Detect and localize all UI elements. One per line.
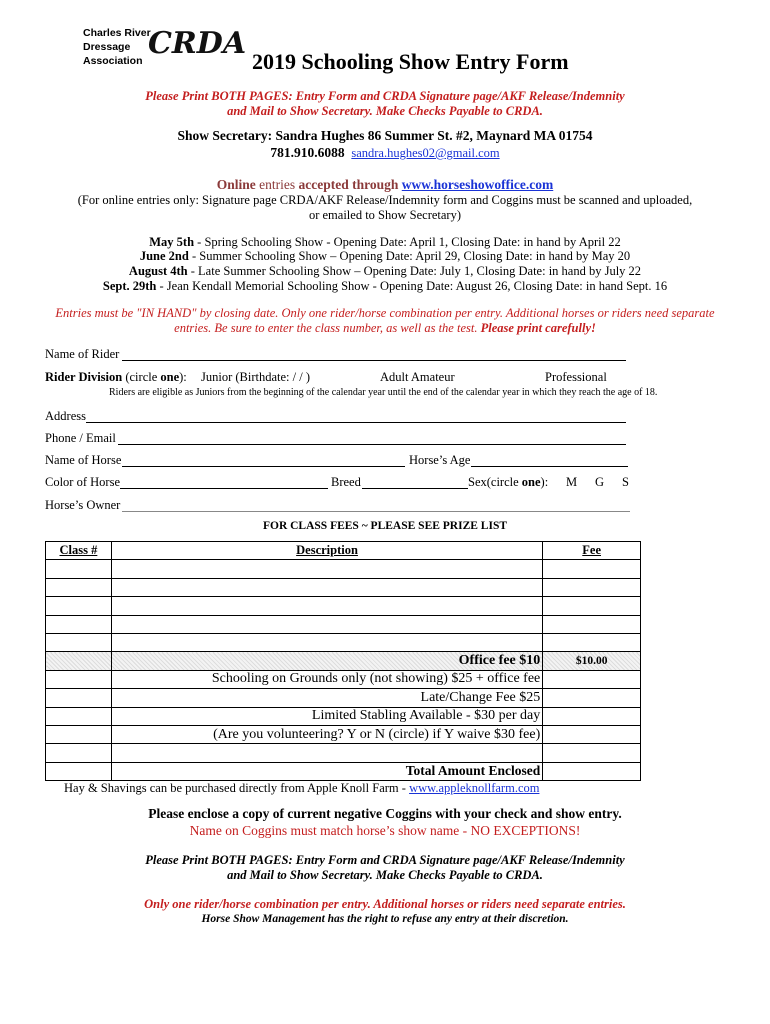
class-cell[interactable] <box>46 670 112 688</box>
table-header-row <box>46 542 641 560</box>
logo-line-3: Association <box>83 55 143 67</box>
page-title: 2019 Schooling Show Entry Form <box>252 49 569 74</box>
class-cell <box>46 652 112 670</box>
horse-owner-field[interactable] <box>122 497 630 512</box>
show-schedule-2 <box>0 249 770 264</box>
class-cell[interactable] <box>46 744 112 762</box>
description-cell[interactable] <box>111 615 542 633</box>
hay-shavings-note <box>64 781 539 796</box>
show-schedule-4 <box>0 279 770 294</box>
class-cell[interactable] <box>46 633 112 651</box>
appleknoll-link[interactable]: www.appleknollfarm.com <box>409 781 540 795</box>
sex-option-m[interactable]: M <box>566 475 578 489</box>
fee-cell[interactable] <box>543 633 641 651</box>
sex-label-row <box>468 475 548 490</box>
hay-text: Hay & Shavings can be purchased directly from Apple Knoll Farm - <box>64 781 410 795</box>
class-fees-header: FOR CLASS FEES ~ PLEASE SEE PRIZE LIST <box>262 520 508 532</box>
class-cell[interactable] <box>46 597 112 615</box>
instructions-top-line2: and Mail to Show Secretary. Make Checks Payable to CRDA. <box>227 104 543 118</box>
show-date: June 2nd <box>139 249 189 263</box>
crda-logo-letters: CRDA <box>148 26 247 61</box>
volunteer-row[interactable] <box>46 725 641 743</box>
class-cell[interactable] <box>46 578 112 596</box>
fee-cell[interactable] <box>543 670 641 688</box>
horse-age-label: Horse’s Age <box>409 453 471 467</box>
fee-cell[interactable] <box>543 597 641 615</box>
fee-cell[interactable] <box>543 744 641 762</box>
show-secretary: Show Secretary: Sandra Hughes 86 Summer St. #2, Maynard MA 01754 <box>177 128 593 143</box>
show-schedule-1 <box>0 235 770 250</box>
total-amount-cell[interactable] <box>543 762 641 780</box>
circle-one-text: one <box>160 370 180 384</box>
rider-division-label: Rider Division <box>45 370 123 384</box>
col-description: Description <box>111 542 542 560</box>
class-fee-table <box>45 541 641 781</box>
description-cell[interactable] <box>111 597 542 615</box>
coggins-line2: Name on Coggins must match horse’s show name - NO EXCEPTIONS! <box>189 823 581 838</box>
table-row[interactable] <box>46 615 641 633</box>
horse-name-label: Name of Horse <box>45 453 122 467</box>
online-note-line2: or emailed to Show Secretary) <box>308 208 462 222</box>
schooling-label: Schooling on Grounds only (not showing) $25 + office fee <box>111 670 542 688</box>
total-label: Total Amount Enclosed <box>111 762 542 780</box>
show-date: Sept. 29th <box>102 279 157 293</box>
entries-note-text: entries. Be sure to enter the class number, as well as the test. <box>174 321 481 335</box>
fee-cell[interactable] <box>543 578 641 596</box>
fee-cell[interactable] <box>543 707 641 725</box>
stabling-row[interactable] <box>46 707 641 725</box>
fee-cell[interactable] <box>543 725 641 743</box>
horse-age-field[interactable] <box>471 452 628 467</box>
horse-name-field[interactable] <box>122 452 405 467</box>
entries-note-line2 <box>0 321 770 336</box>
final-note-line2: Horse Show Management has the right to refuse any entry at their discretion. <box>201 913 569 925</box>
final-note-line1: Only one rider/horse combination per entry. Additional horses or riders need separate entries. <box>144 897 626 911</box>
horseshowoffice-link[interactable]: www.horseshowoffice.com <box>401 177 554 192</box>
breed-label: Breed <box>331 475 361 489</box>
address-field[interactable] <box>86 408 626 423</box>
accepted-through: accepted through <box>298 177 399 192</box>
description-cell[interactable] <box>111 633 542 651</box>
breed-field[interactable] <box>362 474 468 489</box>
division-junior[interactable]: Junior (Birthdate: / / ) <box>201 370 311 384</box>
table-row[interactable] <box>46 744 641 762</box>
class-cell[interactable] <box>46 560 112 578</box>
show-date: August 4th <box>128 264 188 278</box>
sex-close: ): <box>540 475 549 489</box>
division-professional[interactable]: Professional <box>545 370 607 384</box>
total-row[interactable] <box>46 762 641 780</box>
horse-color-field[interactable] <box>120 474 328 489</box>
sex-option-g[interactable]: G <box>595 475 605 489</box>
office-fee-amount: $10.00 <box>543 652 641 670</box>
class-cell[interactable] <box>46 689 112 707</box>
class-cell <box>46 762 112 780</box>
horse-owner-label: Horse’s Owner <box>45 498 121 512</box>
crda-logo-mark <box>146 20 247 62</box>
table-row[interactable] <box>46 578 641 596</box>
late-fee-row[interactable] <box>46 689 641 707</box>
office-fee-label: Office fee $10 <box>111 652 542 670</box>
circle-text: (circle <box>122 370 161 384</box>
phone-email-label: Phone / Email <box>45 431 116 445</box>
instructions-bottom-line1: Please Print BOTH PAGES: Entry Form and CRDA Signature page/AKF Release/Indemnity <box>145 853 625 867</box>
class-cell[interactable] <box>46 707 112 725</box>
online-entries <box>0 177 770 193</box>
logo-line-2: Dressage <box>83 41 131 53</box>
show-details: - Late Summer Schooling Show – Opening Date: July 1, Closing Date: in hand by July 22 <box>187 264 642 278</box>
online-word: Online <box>216 177 256 192</box>
sex-option-s[interactable]: S <box>622 475 629 489</box>
print-carefully: Please print carefully! <box>480 321 596 335</box>
secretary-contact <box>0 145 770 161</box>
logo-line-1: Charles River <box>83 27 151 39</box>
instructions-bottom-line2: and Mail to Show Secretary. Make Checks Payable to CRDA. <box>227 868 543 882</box>
volunteer-label: (Are you volunteering? Y or N (circle) if Y waive $30 fee) <box>111 725 542 743</box>
coggins-line1: Please enclose a copy of current negative Coggins with your check and show entry. <box>148 806 622 821</box>
show-schedule-3 <box>0 264 770 279</box>
fee-cell[interactable] <box>543 689 641 707</box>
show-details: - Jean Kendall Memorial Schooling Show - Opening Date: August 26, Closing Date: in hand Sept. 16 <box>156 279 668 293</box>
instructions-top-line1: Please Print BOTH PAGES: Entry Form and CRDA Signature page/AKF Release/Indemnity <box>145 89 625 103</box>
sex-one-text: one <box>521 475 541 489</box>
logo-text <box>83 26 151 68</box>
entries-note-line1: Entries must be "IN HAND" by closing date. Only one rider/horse combination per entry. Additional horses or riders need separate <box>55 306 715 320</box>
division-adult-amateur[interactable]: Adult Amateur <box>380 370 455 384</box>
entries-word: entries <box>259 177 296 192</box>
col-class-number: Class # <box>46 542 112 560</box>
stabling-label: Limited Stabling Available - $30 per day <box>111 707 542 725</box>
secretary-phone: 781.910.6088 <box>270 145 345 160</box>
junior-eligibility-note: Riders are eligible as Juniors from the beginning of the calendar year until the end of the calendar year in which they reach the age of 18. <box>109 387 658 398</box>
show-details: - Spring Schooling Show - Opening Date: April 1, Closing Date: in hand by April 22 <box>194 235 621 249</box>
circle-close: ): <box>179 370 187 384</box>
table-row[interactable] <box>46 633 641 651</box>
rider-name-field[interactable] <box>122 346 626 361</box>
online-note-line1: (For online entries only: Signature page CRDA/AKF Release/Indemnity form and Coggins must be scanned and uploaded, <box>77 193 693 207</box>
class-cell[interactable] <box>46 725 112 743</box>
description-cell[interactable] <box>111 578 542 596</box>
fee-cell[interactable] <box>543 615 641 633</box>
fee-cell[interactable] <box>543 560 641 578</box>
show-details: - Summer Schooling Show – Opening Date: April 29, Closing Date: in hand by May 20 <box>188 249 631 263</box>
rider-name-label: Name of Rider <box>45 347 120 361</box>
table-row[interactable] <box>46 560 641 578</box>
rider-division-row <box>45 370 187 385</box>
office-fee-row <box>46 652 641 670</box>
col-fee: Fee <box>543 542 641 560</box>
phone-email-field[interactable] <box>118 430 626 445</box>
show-date: May 5th <box>149 235 195 249</box>
description-cell[interactable] <box>111 560 542 578</box>
secretary-email-link[interactable]: sandra.hughes02@gmail.com <box>351 146 500 160</box>
schooling-row[interactable] <box>46 670 641 688</box>
address-label: Address <box>45 409 86 423</box>
sex-label: Sex(circle <box>468 475 522 489</box>
table-row[interactable] <box>46 597 641 615</box>
class-cell[interactable] <box>46 615 112 633</box>
horse-color-label: Color of Horse <box>45 475 120 489</box>
late-fee-label: Late/Change Fee $25 <box>111 689 542 707</box>
description-cell[interactable] <box>111 744 542 762</box>
